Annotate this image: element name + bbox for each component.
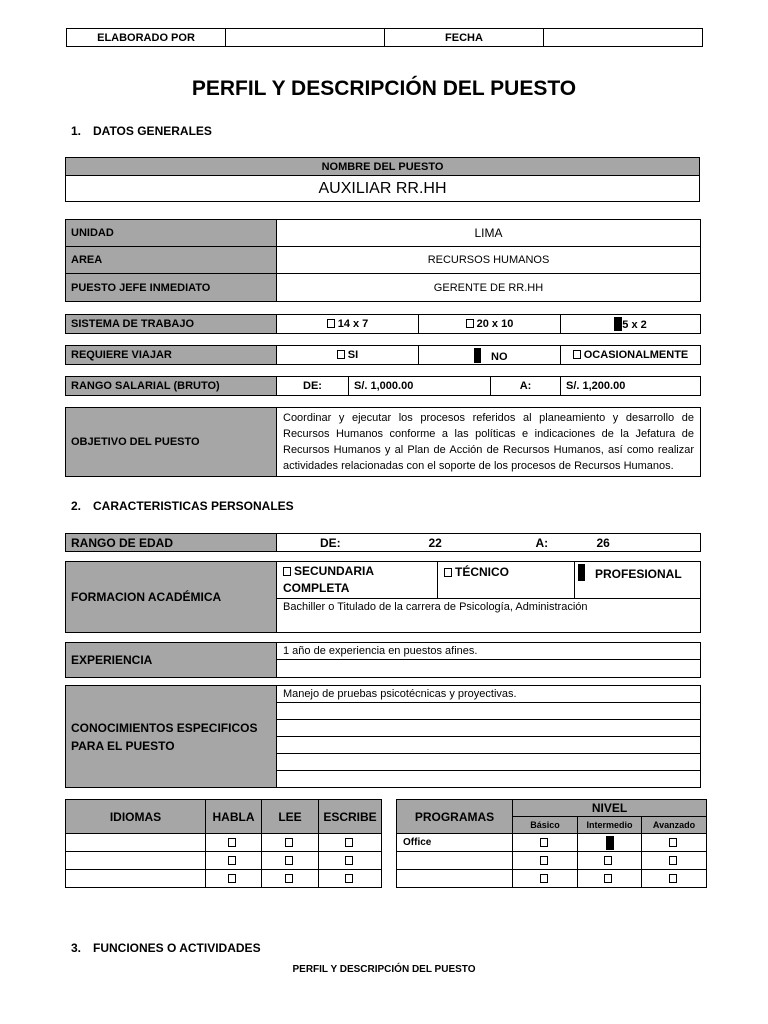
nivel-header: NIVEL [513, 800, 707, 817]
salario-a-value[interactable]: S/. 1,200.00 [561, 377, 701, 396]
option-label: NO [491, 350, 508, 363]
option-label: 14 x 7 [337, 318, 369, 330]
habla-checkbox[interactable] [206, 834, 262, 852]
conocimientos-line[interactable] [277, 771, 701, 788]
habla-checkbox[interactable] [206, 852, 262, 870]
formacion-detail[interactable]: Bachiller o Titulado de la carrera de Psicología, Administración [277, 599, 701, 633]
programa-name[interactable] [397, 852, 513, 870]
level-intermedio-header: Intermedio [578, 817, 642, 834]
habla-header: HABLA [206, 800, 262, 834]
level-basico-header: Básico [513, 817, 578, 834]
section-number: 2. [71, 499, 82, 513]
conocimientos-line[interactable] [277, 703, 701, 720]
checkbox-icon[interactable] [228, 874, 236, 883]
habla-checkbox[interactable] [206, 870, 262, 888]
checkbox-icon[interactable] [345, 838, 353, 847]
objetivo-text[interactable]: Coordinar y ejecutar los procesos referidos al planeamiento y desarrollo de Recursos Humanos conforme a las políticas e indicaciones de la Jefatura de Recursos Humanos y al Plan de Acción de Recursos Humanos, así como realizar actividades relacionadas con el soporte de los procesos de Recursos Humanos. [277, 408, 701, 477]
option-label: OCASIONALMENTE [583, 349, 689, 361]
sistema-option-14x7[interactable] [277, 315, 419, 334]
intermedio-checkbox[interactable] [578, 852, 642, 870]
viajar-option-si[interactable] [277, 346, 419, 365]
option-label: 20 x 10 [476, 318, 514, 330]
idiomas-header: IDIOMAS [66, 800, 206, 834]
escribe-checkbox[interactable] [319, 852, 382, 870]
conocimientos-line[interactable] [277, 737, 701, 754]
checkbox-icon[interactable] [228, 838, 236, 847]
lee-checkbox[interactable] [262, 852, 319, 870]
formacion-table [65, 561, 701, 633]
edad-a-value[interactable]: 26 [562, 534, 701, 552]
edad-de-value[interactable]: 22 [367, 534, 492, 552]
option-label: SECUNDARIA COMPLETA [283, 564, 374, 595]
nombre-puesto-value[interactable]: AUXILIAR RR.HH [66, 176, 700, 202]
idioma-name[interactable] [66, 870, 206, 888]
salario-table [65, 376, 701, 396]
section-number: 1. [71, 124, 82, 138]
objetivo-label: OBJETIVO DEL PUESTO [66, 408, 277, 477]
checkbox-icon[interactable] [283, 567, 291, 576]
objetivo-table [65, 407, 701, 477]
conocimientos-line[interactable] [277, 754, 701, 771]
conocimientos-line[interactable]: Manejo de pruebas psicotécnicas y proyectivas. [277, 686, 701, 703]
nombre-puesto-label: NOMBRE DEL PUESTO [66, 158, 700, 176]
programas-table [396, 799, 707, 888]
table-row [397, 852, 707, 870]
escribe-checkbox[interactable] [319, 834, 382, 852]
checkbox-icon[interactable] [327, 319, 335, 328]
checkbox-icon[interactable] [573, 350, 581, 359]
jefe-label: PUESTO JEFE INMEDIATO [66, 274, 277, 302]
checkbox-icon[interactable] [466, 319, 474, 328]
option-label: SI [347, 349, 359, 361]
sistema-table [65, 314, 701, 334]
basico-checkbox[interactable] [513, 870, 578, 888]
table-row [66, 870, 382, 888]
section-caracteristicas [71, 499, 294, 513]
intermedio-checkbox[interactable] [578, 834, 642, 852]
salario-a-label: A: [491, 377, 561, 396]
programas-header: PROGRAMAS [397, 800, 513, 834]
header-table [66, 28, 703, 47]
programa-name[interactable] [397, 870, 513, 888]
formacion-option-secundaria[interactable] [277, 562, 438, 599]
viajar-table [65, 345, 701, 365]
conocimientos-line[interactable] [277, 720, 701, 737]
option-label: PROFESIONAL [595, 567, 682, 581]
experiencia-label: EXPERIENCIA [66, 643, 277, 678]
formacion-option-tecnico[interactable] [438, 562, 575, 599]
viajar-option-no[interactable] [419, 346, 561, 365]
table-row [66, 834, 382, 852]
conocimientos-table [65, 685, 701, 788]
checkbox-icon[interactable] [285, 874, 293, 883]
checked-box-icon[interactable] [578, 564, 585, 581]
section-funciones [71, 941, 261, 955]
salario-de-label: DE: [277, 377, 349, 396]
option-label: 5 x 2 [622, 319, 647, 331]
escribe-header: ESCRIBE [319, 800, 382, 834]
lee-header: LEE [262, 800, 319, 834]
checkbox-icon[interactable] [540, 838, 548, 847]
sistema-label: SISTEMA DE TRABAJO [66, 315, 277, 334]
section-title: DATOS GENERALES [93, 124, 212, 138]
idioma-name[interactable] [66, 852, 206, 870]
lee-checkbox[interactable] [262, 834, 319, 852]
experiencia-table [65, 642, 701, 678]
avanzado-checkbox[interactable] [642, 870, 707, 888]
formacion-label: FORMACION ACADÉMICA [66, 562, 277, 633]
section-number: 3. [71, 941, 82, 955]
avanzado-checkbox[interactable] [642, 852, 707, 870]
checkbox-icon[interactable] [337, 350, 345, 359]
checkbox-icon[interactable] [345, 874, 353, 883]
fecha-field[interactable] [544, 29, 703, 47]
escribe-checkbox[interactable] [319, 870, 382, 888]
checkbox-icon[interactable] [669, 838, 677, 847]
sistema-option-20x10[interactable] [419, 315, 561, 334]
checked-box-icon[interactable] [606, 836, 614, 850]
formacion-option-profesional[interactable] [575, 562, 701, 599]
idiomas-table [65, 799, 382, 888]
checkbox-icon[interactable] [604, 874, 612, 883]
sistema-option-5x2[interactable] [561, 315, 701, 334]
table-row [397, 834, 707, 852]
section-title: CARACTERISTICAS PERSONALES [93, 499, 294, 513]
checked-box-icon[interactable] [474, 348, 481, 363]
area-label: AREA [66, 247, 277, 274]
programa-name[interactable]: Office [397, 834, 513, 852]
page-footer: PERFIL Y DESCRIPCIÓN DEL PUESTO [292, 964, 476, 975]
checkbox-icon[interactable] [228, 856, 236, 865]
checkbox-icon[interactable] [285, 856, 293, 865]
section-datos-generales [71, 124, 212, 138]
checkbox-icon[interactable] [540, 874, 548, 883]
checkbox-icon[interactable] [669, 874, 677, 883]
intermedio-checkbox[interactable] [578, 870, 642, 888]
unidad-table [65, 219, 701, 302]
basico-checkbox[interactable] [513, 852, 578, 870]
experiencia-line-1[interactable]: 1 año de experiencia en puestos afines. [277, 643, 701, 660]
unidad-value[interactable]: LIMA [277, 220, 701, 247]
avanzado-checkbox[interactable] [642, 834, 707, 852]
viajar-label: REQUIERE VIAJAR [66, 346, 277, 365]
salario-de-value[interactable]: S/. 1,000.00 [349, 377, 491, 396]
viajar-option-ocasionalmente[interactable] [561, 346, 701, 365]
checkbox-icon[interactable] [669, 856, 677, 865]
checkbox-icon[interactable] [444, 568, 452, 577]
fecha-label: FECHA [385, 29, 544, 47]
elaborado-por-label: ELABORADO POR [67, 29, 226, 47]
jefe-value[interactable]: GERENTE DE RR.HH [277, 274, 701, 302]
conocimientos-label: CONOCIMIENTOS ESPECIFICOS PARA EL PUESTO [66, 686, 277, 788]
edad-de-label: DE: [277, 534, 367, 552]
page-title: PERFIL Y DESCRIPCIÓN DEL PUESTO [191, 77, 577, 100]
table-row [66, 852, 382, 870]
checkbox-icon[interactable] [540, 856, 548, 865]
basico-checkbox[interactable] [513, 834, 578, 852]
elaborado-por-field[interactable] [226, 29, 385, 47]
edad-a-label: A: [492, 534, 562, 552]
checkbox-icon[interactable] [604, 856, 612, 865]
checkbox-icon[interactable] [345, 856, 353, 865]
table-row [397, 870, 707, 888]
option-label: TÉCNICO [455, 565, 509, 579]
level-avanzado-header: Avanzado [642, 817, 707, 834]
puesto-table [65, 157, 700, 202]
edad-table [65, 533, 701, 552]
section-title: FUNCIONES O ACTIVIDADES [93, 941, 261, 955]
lee-checkbox[interactable] [262, 870, 319, 888]
salario-label: RANGO SALARIAL (BRUTO) [66, 377, 277, 396]
area-value[interactable]: RECURSOS HUMANOS [277, 247, 701, 274]
edad-label: RANGO DE EDAD [66, 534, 277, 552]
unidad-label: UNIDAD [66, 220, 277, 247]
checkbox-icon[interactable] [285, 838, 293, 847]
idioma-name[interactable] [66, 834, 206, 852]
experiencia-line-2[interactable] [277, 660, 701, 678]
